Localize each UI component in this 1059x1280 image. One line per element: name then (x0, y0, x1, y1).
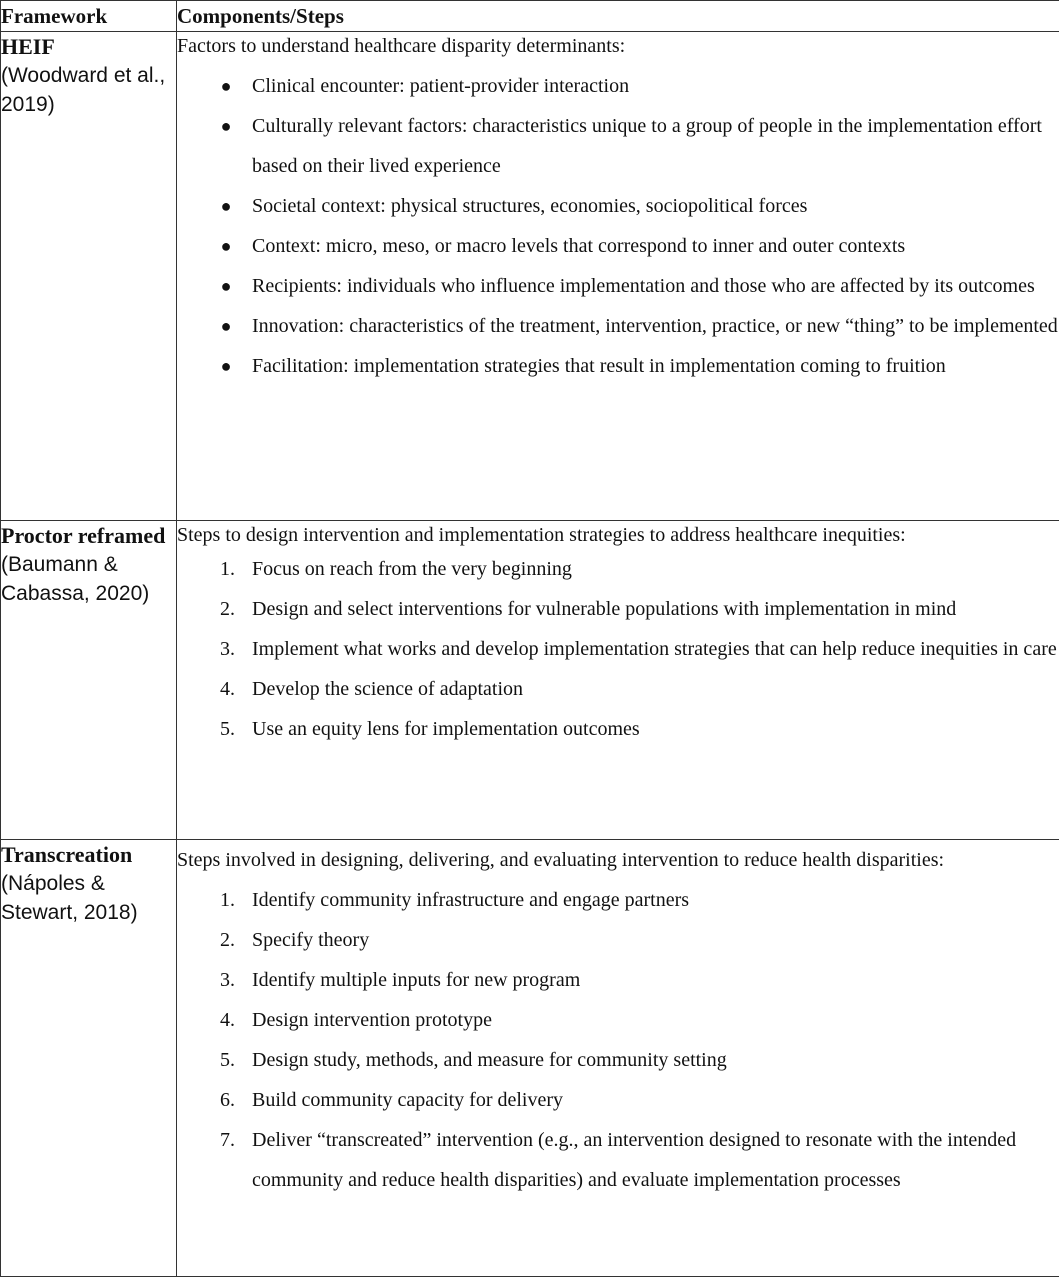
framework-name: Transcreation (1, 842, 133, 867)
list-item-text: Design study, methods, and measure for community setting (252, 1049, 727, 1071)
list-item: 5. Use an equity lens for implementation outcomes (220, 718, 640, 740)
list-item (177, 346, 1059, 386)
header-framework: Framework (1, 1, 177, 32)
list-item (177, 266, 1059, 306)
list-item-text: Recipients: individuals who influence implementation and those who are affected by its outcomes (252, 275, 1035, 297)
list-item-text: Societal context: physical structures, economies, sociopolitical forces (252, 195, 808, 217)
list-item: 4. Design intervention prototype (220, 1009, 492, 1031)
bullet-icon: ● (220, 116, 232, 136)
list-item-text: Implement what works and develop implementation strategies that can help reduce inequities in care (252, 638, 1057, 660)
list-item: 2. Design and select interventions for vulnerable populations with implementation in mind (220, 598, 957, 620)
bullet-icon: ● (220, 236, 232, 256)
list-item-text: Design and select interventions for vulnerable populations with implementation in mind (252, 598, 957, 620)
list-item-text: Develop the science of adaptation (252, 678, 523, 700)
list-item (177, 226, 1059, 266)
bullet-icon: ● (220, 276, 232, 296)
list-item (177, 306, 1059, 346)
table-row-transcreation (1, 840, 1059, 1277)
steps-intro: Steps involved in designing, delivering, and evaluating intervention to reduce health disparities: (177, 849, 945, 871)
list-item: 1. Focus on reach from the very beginning (220, 558, 572, 580)
header-row (1, 1, 1059, 32)
list-item-text: Clinical encounter: patient-provider interaction (252, 75, 630, 97)
steps-cell (177, 521, 1059, 840)
framework-name: Proctor reframed (1, 523, 166, 548)
bullet-icon: ● (220, 356, 232, 376)
list-item: 1. Identify community infrastructure and engage partners (220, 889, 690, 911)
list-item (177, 106, 1059, 186)
list-item-text: Design intervention prototype (252, 1009, 492, 1031)
framework-cell (1, 840, 177, 1277)
list-item-text: Use an equity lens for implementation outcomes (252, 718, 640, 740)
list-item: 2. Specify theory (220, 929, 370, 951)
steps-intro: Steps to design intervention and implementation strategies to address healthcare inequities: (177, 524, 906, 546)
list-item-text: Identify multiple inputs for new program (252, 969, 581, 991)
steps-cell (177, 32, 1059, 521)
list-item: 3. Implement what works and develop implementation strategies that can help reduce inequities in care (220, 638, 1057, 660)
numbered-list (177, 549, 1059, 749)
list-item: 7. Deliver “transcreated” intervention (e.g., an intervention designed to resonate with the intended community and reduce health disparities) and evaluate implementation processes (220, 1129, 1017, 1191)
list-item-text: Innovation: characteristics of the treatment, intervention, practice, or new “thing” to be implemented (252, 315, 1058, 337)
list-item (177, 186, 1059, 226)
framework-citation: (Nápoles & Stewart, 2018) (1, 872, 138, 924)
bullet-list (177, 66, 1059, 386)
list-item-text: Focus on reach from the very beginning (252, 558, 572, 580)
table-row-heif (1, 32, 1059, 521)
list-item-text: Culturally relevant factors: characteristics unique to a group of people in the implementation effort based on their lived experience (252, 115, 1042, 177)
steps-intro: Factors to understand healthcare disparity determinants: (177, 35, 626, 57)
framework-citation: (Woodward et al., 2019) (1, 64, 166, 116)
list-item: 4. Develop the science of adaptation (220, 678, 523, 700)
table-row-proctor-reframed (1, 521, 1059, 840)
framework-citation: (Baumann & Cabassa, 2020) (1, 553, 150, 605)
list-item-text: Context: micro, meso, or macro levels that correspond to inner and outer contexts (252, 235, 906, 257)
list-item (177, 66, 1059, 106)
list-item-text: Specify theory (252, 929, 370, 951)
list-item: 3. Identify multiple inputs for new program (220, 969, 581, 991)
list-item-text: Build community capacity for delivery (252, 1089, 564, 1111)
steps-cell (177, 840, 1059, 1277)
bullet-icon: ● (220, 316, 232, 336)
list-item-text: Identify community infrastructure and engage partners (252, 889, 690, 911)
framework-cell (1, 32, 177, 521)
header-components-steps: Components/Steps (177, 1, 1059, 32)
list-item: 6. Build community capacity for delivery (220, 1089, 564, 1111)
list-item: 5. Design study, methods, and measure for community setting (220, 1049, 727, 1071)
framework-cell (1, 521, 177, 840)
bullet-icon: ● (220, 76, 232, 96)
bullet-icon: ● (220, 196, 232, 216)
framework-name: HEIF (1, 34, 55, 59)
numbered-list (177, 880, 1059, 1200)
list-item-text: Deliver “transcreated” intervention (e.g., an intervention designed to resonate with the intended community and reduce health disparities) and evaluate implementation processes (252, 1129, 1017, 1191)
list-item-text: Facilitation: implementation strategies that result in implementation coming to fruition (252, 355, 946, 377)
